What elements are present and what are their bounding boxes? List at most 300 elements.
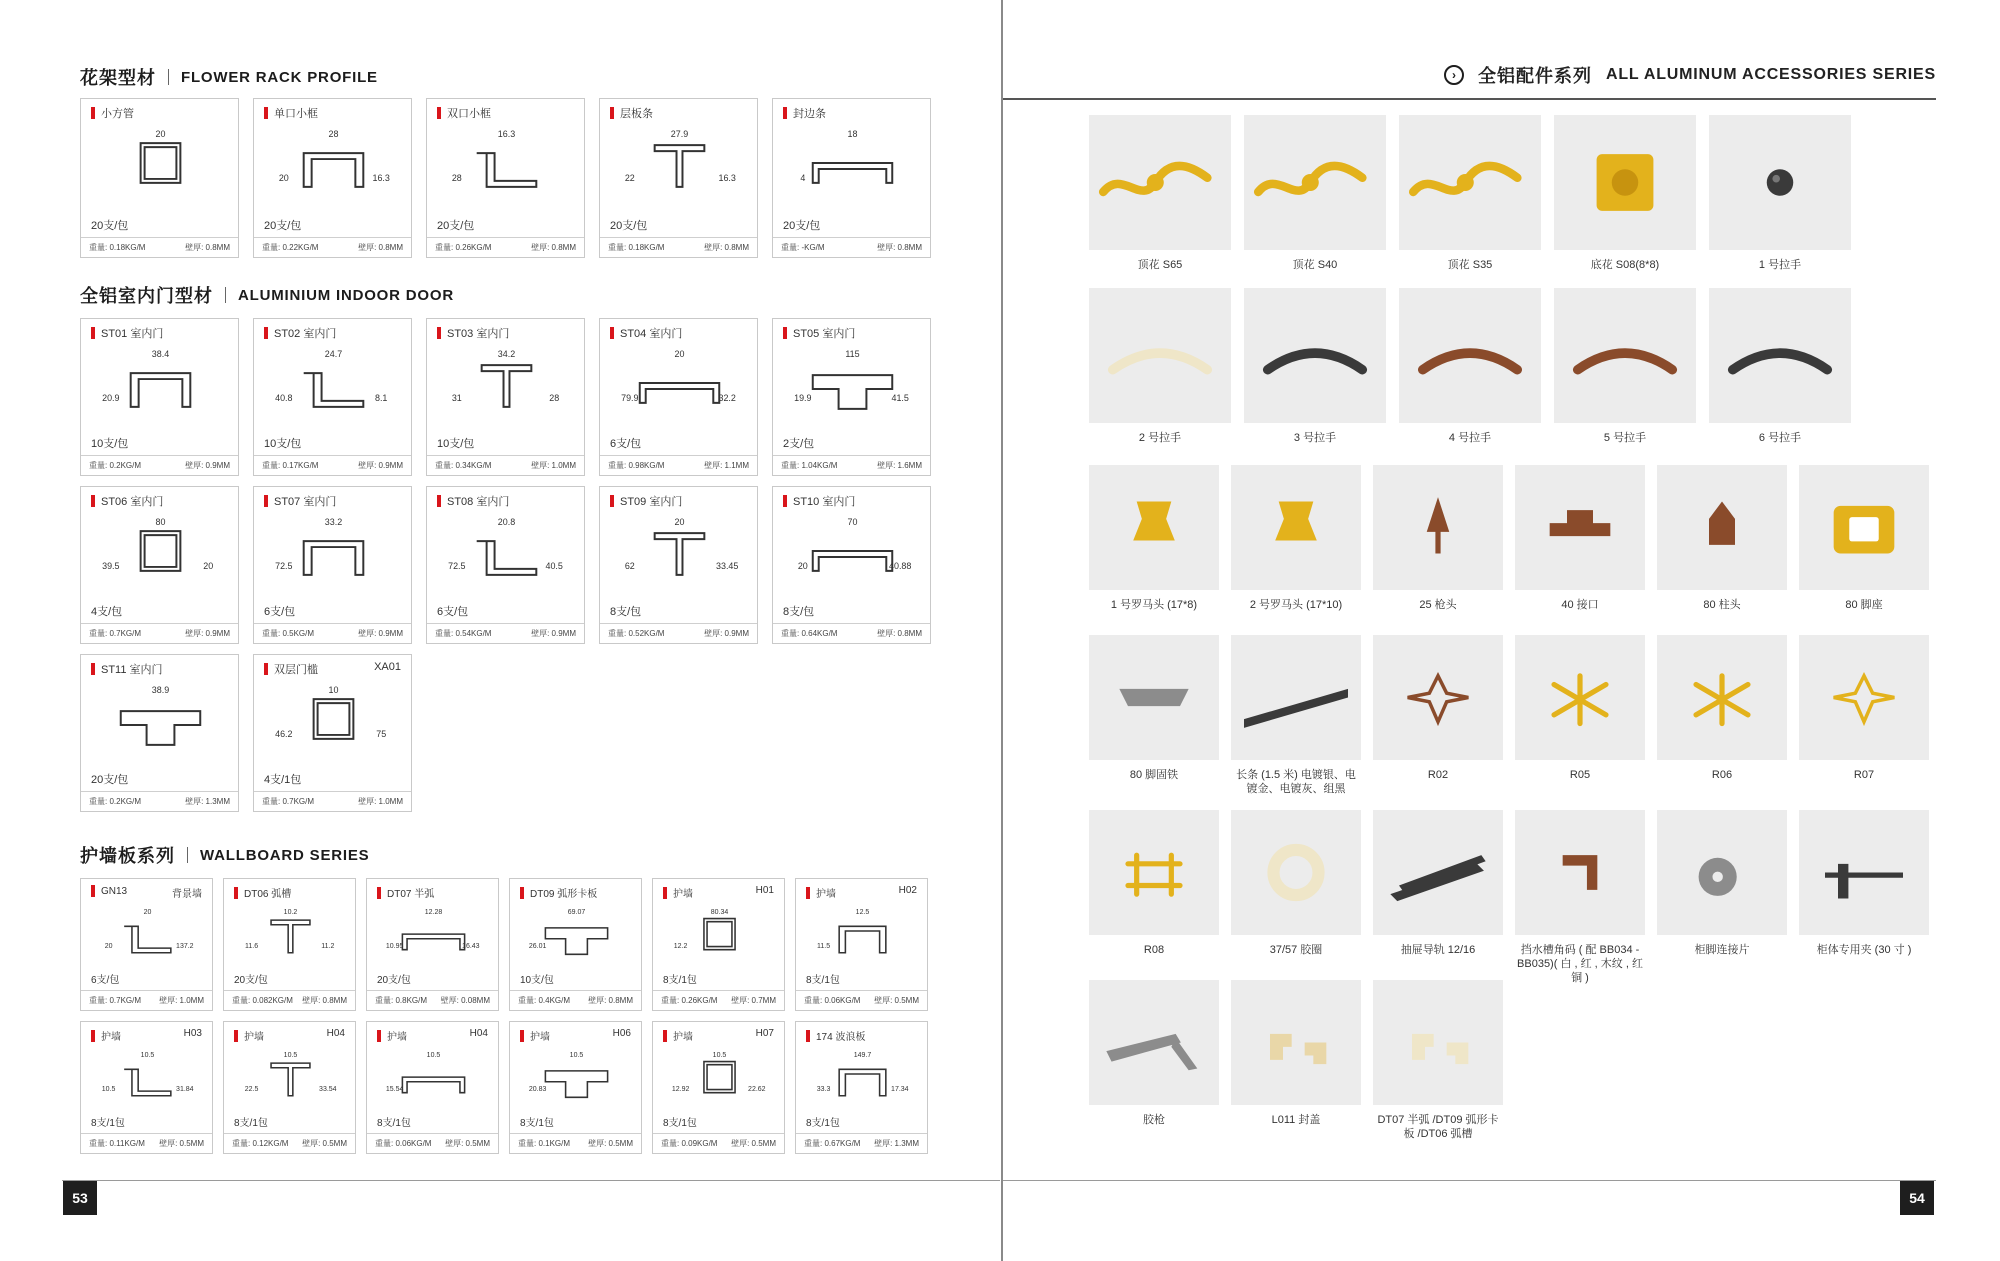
red-marker-icon [806, 887, 810, 899]
bracket-icon [1119, 689, 1188, 706]
accessory-photo [1231, 635, 1361, 760]
thickness-spec: 壁厚: 1.6MM [877, 461, 922, 470]
red-marker-icon [663, 887, 667, 899]
accessory-item [1373, 810, 1503, 957]
pack-quantity: 8支/包 [610, 606, 642, 618]
profile-drawing [81, 123, 239, 213]
profile-label [663, 1028, 693, 1043]
accessory-caption: DT07 半弧 /DT09 弧形卡板 /DT06 弧槽 [1377, 1114, 1499, 1140]
profile-card [253, 98, 412, 258]
profile-label [437, 105, 491, 121]
profile-section-shape [121, 711, 201, 745]
spec-row [773, 455, 930, 475]
dimension-label: 16.3 [497, 129, 516, 140]
dimension-label: 33.2 [324, 517, 343, 528]
bow-handle-icon [1423, 353, 1518, 370]
accessory-photo [1515, 465, 1645, 590]
thickness-spec: 壁厚: 0.8MM [185, 243, 230, 252]
red-marker-icon [234, 1030, 238, 1042]
red-marker-icon [91, 1030, 95, 1042]
accessory-caption: 80 柱头 [1703, 599, 1741, 611]
accessory-item [1089, 635, 1219, 782]
dimension-label: 17.34 [891, 1086, 909, 1094]
dimension-label: 10.95 [385, 943, 404, 951]
roman-column-head-icon [1275, 502, 1317, 541]
spec-row [653, 1133, 784, 1153]
pack-quantity: 6支/包 [91, 975, 120, 986]
profile-section-shape [545, 1071, 607, 1097]
dimension-label: 20 [674, 349, 685, 360]
profile-label [91, 661, 163, 677]
pack-quantity: 8支/1包 [663, 975, 697, 986]
profile-label [264, 105, 318, 121]
dimension-label: 39.5 [102, 560, 120, 571]
profile-label [783, 105, 826, 121]
red-marker-icon [91, 107, 95, 119]
thickness-spec: 壁厚: 0.5MM [445, 1139, 490, 1148]
profile-name: DT06 弧槽 [244, 889, 292, 900]
red-marker-icon [91, 495, 95, 507]
dimension-label: 72.5 [448, 560, 466, 571]
profile-drawing [367, 903, 499, 973]
flower-profile-grid [80, 98, 931, 258]
weight-spec: 重量: 0.98KG/M [608, 461, 665, 470]
profile-card [366, 1021, 499, 1154]
accessory-photo [1373, 980, 1503, 1105]
accessory-photo [1657, 635, 1787, 760]
spec-row [81, 990, 212, 1010]
profile-code: H04 [326, 1028, 345, 1039]
dimension-label: 70 [847, 517, 858, 528]
accessory-caption: 顶花 S40 [1292, 259, 1338, 271]
profile-card [652, 878, 785, 1011]
profile-code: H01 [755, 885, 774, 896]
dimension-label: 16.43 [462, 943, 480, 951]
pack-quantity: 20支/包 [783, 220, 821, 232]
profile-card [426, 318, 585, 476]
accessory-photo [1089, 465, 1219, 590]
pack-quantity: 10支/包 [91, 438, 129, 450]
profile-section-shape [402, 934, 464, 950]
red-marker-icon [783, 495, 787, 507]
foot-base-icon [1834, 506, 1895, 554]
star-ornament-icon [1408, 676, 1469, 722]
profile-code: H04 [469, 1028, 488, 1039]
title-separator [168, 69, 169, 85]
accessory-caption: 胶枪 [1143, 1114, 1165, 1126]
profile-name: 护墙 [101, 1032, 121, 1043]
dimension-label: 40.88 [889, 560, 912, 571]
red-marker-icon [806, 1030, 810, 1042]
profile-card [599, 98, 758, 258]
accessory-caption: 37/57 胶圈 [1269, 944, 1323, 956]
dimension-label: 62 [624, 560, 635, 571]
profile-label [806, 885, 836, 900]
profile-label [91, 493, 163, 509]
dimension-label: 79.9 [621, 392, 639, 403]
scroll-ornament-icon [1103, 166, 1207, 192]
accessory-photo [1089, 980, 1219, 1105]
pack-quantity: 20支/包 [610, 220, 648, 232]
accessory-item [1089, 465, 1219, 612]
thickness-spec: 壁厚: 0.8MM [302, 996, 347, 1005]
dimension-label: 16.3 [372, 172, 390, 183]
accessory-item [1373, 980, 1503, 1141]
red-marker-icon [437, 495, 441, 507]
accessory-caption: 80 脚座 [1845, 599, 1883, 611]
profile-name: ST05 室内门 [793, 328, 856, 340]
thickness-spec: 壁厚: 0.5MM [159, 1139, 204, 1148]
accessory-item [1657, 465, 1787, 612]
profile-card [80, 318, 239, 476]
red-marker-icon [91, 327, 95, 339]
accessory-item [1657, 810, 1787, 957]
weight-spec: 重量: 0.64KG/M [781, 629, 838, 638]
dimension-label: 12.5 [855, 908, 870, 916]
accessory-photo [1231, 810, 1361, 935]
accessory-photo [1399, 288, 1541, 423]
profile-section-shape [141, 531, 181, 571]
spec-row [427, 237, 584, 257]
profile-name: 护墙 [244, 1032, 264, 1043]
profile-card [223, 878, 356, 1011]
pack-quantity: 2支/包 [783, 438, 815, 450]
pack-quantity: 8支/1包 [377, 1118, 411, 1129]
accessory-item [1089, 288, 1231, 445]
profile-section-shape [304, 373, 364, 407]
profile-card [772, 98, 931, 258]
red-marker-icon [264, 327, 268, 339]
dimension-label: 31 [451, 392, 462, 403]
profile-card [599, 486, 758, 644]
accessory-item [1399, 288, 1541, 445]
profile-name: ST02 室内门 [274, 328, 337, 340]
pack-quantity: 20支/包 [91, 774, 129, 786]
profile-drawing [254, 679, 412, 769]
red-marker-icon [91, 885, 95, 897]
accessory-caption: 1 号拉手 [1758, 259, 1802, 271]
dimension-label: 40.5 [545, 560, 563, 571]
profile-card [80, 486, 239, 644]
accessory-item [1709, 115, 1851, 272]
dimension-label: 8.1 [374, 392, 388, 403]
profile-card [253, 318, 412, 476]
thickness-spec: 壁厚: 0.9MM [704, 629, 749, 638]
profile-drawing [653, 903, 785, 973]
accessory-item [1373, 635, 1503, 782]
profile-label [783, 325, 855, 341]
weight-spec: 重量: 0.18KG/M [89, 243, 146, 252]
spec-row [81, 237, 238, 257]
profile-drawing [367, 1046, 499, 1116]
spec-row [600, 623, 757, 643]
cross-ornament-icon [1696, 676, 1748, 724]
dimension-label: 19.9 [794, 392, 812, 403]
spec-row [81, 791, 238, 811]
wallboard-profile-grid [80, 878, 928, 1154]
pack-quantity: 4支/包 [91, 606, 123, 618]
accessories-title-en: ALL ALUMINUM ACCESSORIES SERIES [1605, 66, 1936, 83]
profile-name: DT09 弧形卡板 [530, 889, 598, 900]
red-marker-icon [264, 107, 268, 119]
profile-section-shape [839, 926, 886, 952]
profile-drawing [600, 511, 758, 601]
profile-name: 层板条 [620, 108, 653, 120]
bow-handle-icon [1733, 353, 1828, 370]
profile-drawing [796, 1046, 928, 1116]
accessory-caption: 80 脚固铁 [1129, 769, 1179, 781]
star-ornament-icon [1834, 676, 1895, 722]
accessory-item [1089, 115, 1231, 272]
pack-quantity: 8支/1包 [663, 1118, 697, 1129]
profile-name: ST08 室内门 [447, 496, 510, 508]
profile-name: DT07 半弧 [387, 889, 435, 900]
dimension-label: 149.7 [853, 1051, 872, 1059]
profile-label [91, 1028, 121, 1043]
profile-section-shape [813, 551, 893, 571]
weight-spec: 重量: 0.26KG/M [435, 243, 492, 252]
dimension-label: 12.28 [424, 908, 443, 916]
pack-quantity: 20支/包 [234, 975, 268, 986]
profile-name: 护墙 [816, 889, 836, 900]
profile-name: ST10 室内门 [793, 496, 856, 508]
weight-spec: 重量: 0.54KG/M [435, 629, 492, 638]
accessory-photo [1089, 115, 1231, 250]
accessory-photo [1089, 288, 1231, 423]
thickness-spec: 壁厚: 0.9MM [358, 461, 403, 470]
spec-row [773, 623, 930, 643]
profile-section-shape [477, 541, 537, 575]
profile-card [253, 486, 412, 644]
accessory-caption: R05 [1569, 769, 1591, 781]
dimension-label: 28 [328, 129, 339, 140]
weight-spec: 重量: 0.09KG/M [661, 1139, 718, 1148]
weight-spec: 重量: 1.04KG/M [781, 461, 838, 470]
red-marker-icon [264, 495, 268, 507]
dimension-label: 34.2 [497, 349, 516, 360]
dimension-label: 16.3 [718, 172, 736, 183]
red-marker-icon [610, 107, 614, 119]
dimension-label: 12.2 [673, 943, 688, 951]
profile-name: 护墙 [530, 1032, 550, 1043]
dimension-label: 24.7 [324, 349, 343, 360]
spec-row [81, 1133, 212, 1153]
pack-quantity: 8支/1包 [91, 1118, 125, 1129]
profile-name: ST04 室内门 [620, 328, 683, 340]
profile-section-shape [655, 145, 705, 187]
spec-row [81, 623, 238, 643]
red-marker-icon [663, 1030, 667, 1042]
dimension-label: 31.84 [176, 1086, 194, 1094]
accessory-item [1244, 115, 1386, 272]
grid-ornament-icon [1128, 855, 1180, 894]
weight-spec: 重量: 0.082KG/M [232, 996, 293, 1005]
profile-code: XA01 [374, 661, 401, 673]
accessory-item [1231, 980, 1361, 1127]
profile-section-shape [131, 373, 191, 407]
pack-quantity: 10支/包 [264, 438, 302, 450]
profile-label [663, 885, 693, 900]
dimension-label: 10.5 [426, 1051, 441, 1059]
accessory-photo [1373, 465, 1503, 590]
dimension-label: 28 [451, 172, 462, 183]
red-marker-icon [437, 327, 441, 339]
accessory-photo [1399, 115, 1541, 250]
accessory-item [1231, 465, 1361, 612]
profile-drawing [653, 1046, 785, 1116]
profile-section-shape [839, 1069, 886, 1095]
thickness-spec: 壁厚: 1.0MM [159, 996, 204, 1005]
profile-section-shape [640, 383, 720, 403]
flower-section-title [80, 64, 378, 90]
profile-drawing [81, 903, 213, 973]
profile-section-shape [655, 533, 705, 575]
profile-code: H06 [612, 1028, 631, 1039]
accessory-photo [1799, 465, 1929, 590]
profile-section-shape [304, 153, 364, 187]
profile-drawing [254, 511, 412, 601]
profile-section-shape [304, 541, 364, 575]
dimension-label: 20 [143, 908, 152, 916]
spec-row [254, 791, 411, 811]
accessory-caption: 2 号罗马头 (17*10) [1249, 599, 1343, 611]
dimension-label: 38.9 [151, 685, 170, 696]
accessory-item [1244, 288, 1386, 445]
profile-section-shape [271, 1063, 310, 1096]
profile-card [772, 486, 931, 644]
page-number: 53 [63, 1181, 97, 1215]
accessory-caption: 6 号拉手 [1758, 432, 1802, 444]
profile-name: 护墙 [387, 1032, 407, 1043]
weight-spec: 重量: 0.11KG/M [89, 1139, 145, 1148]
spec-row [254, 623, 411, 643]
profile-card [652, 1021, 785, 1154]
spec-row [600, 455, 757, 475]
profile-label [264, 493, 336, 509]
profile-label [264, 661, 318, 677]
thickness-spec: 壁厚: 0.7MM [731, 996, 776, 1005]
dimension-label: 33.45 [716, 560, 739, 571]
profile-drawing [773, 343, 931, 433]
pack-quantity: 4支/1包 [264, 774, 302, 786]
accessory-item [1089, 810, 1219, 957]
profile-section-shape [704, 919, 735, 950]
thickness-spec: 壁厚: 0.8MM [358, 243, 403, 252]
dimension-label: 22 [624, 172, 635, 183]
thickness-spec: 壁厚: 0.8MM [531, 243, 576, 252]
dimension-label: 10.5 [283, 1051, 298, 1059]
thickness-spec: 壁厚: 0.5MM [874, 996, 919, 1005]
accessory-caption: 顶花 S65 [1137, 259, 1183, 271]
cross-ornament-icon [1554, 676, 1606, 724]
dimension-label: 22.5 [244, 1086, 259, 1094]
profile-section-shape [402, 1077, 464, 1093]
pack-quantity: 20支/包 [264, 220, 302, 232]
spec-row [81, 455, 238, 475]
accessory-item [1373, 465, 1503, 612]
profile-name: 双口小框 [447, 108, 491, 120]
profile-label [377, 1028, 407, 1043]
pack-quantity: 8支/1包 [234, 1118, 268, 1129]
accessory-item [1399, 115, 1541, 272]
footer-rule [62, 1180, 1000, 1181]
profile-drawing [427, 123, 585, 213]
profile-label [377, 885, 434, 900]
profile-drawing [773, 123, 931, 213]
weight-spec: 重量: 0.2KG/M [89, 461, 142, 470]
connector-plate-icon [1699, 858, 1737, 896]
profile-drawing [224, 903, 356, 973]
section-title-en: WALLBOARD SERIES [200, 846, 370, 864]
profile-card [426, 98, 585, 258]
accessory-photo [1089, 635, 1219, 760]
weight-spec: 重量: 0.7KG/M [89, 996, 142, 1005]
red-marker-icon [520, 1030, 524, 1042]
dimension-label: 20.9 [102, 392, 120, 403]
accessory-caption: 40 接口 [1561, 599, 1599, 611]
profile-section-shape [545, 928, 607, 954]
pack-quantity: 20支/包 [437, 220, 475, 232]
scroll-ornament-icon [1258, 166, 1362, 192]
weight-spec: 重量: 0.7KG/M [262, 797, 315, 806]
pack-quantity: 10支/包 [437, 438, 475, 450]
dimension-label: 20 [155, 129, 166, 140]
profile-drawing [254, 343, 412, 433]
accessory-photo [1709, 288, 1851, 423]
right-page [1003, 0, 2000, 1261]
dimension-label: 20 [203, 560, 214, 571]
dimension-label: 46.2 [275, 728, 293, 739]
accessory-photo [1709, 115, 1851, 250]
weight-spec: 重量: 0.22KG/M [262, 243, 319, 252]
profile-label [91, 885, 127, 897]
pack-quantity: 8支/包 [783, 606, 815, 618]
profile-drawing [81, 343, 239, 433]
dimension-label: 11.2 [321, 943, 335, 951]
dimension-label: 80 [155, 517, 166, 528]
accessory-caption: 3 号拉手 [1293, 432, 1337, 444]
profile-card [795, 878, 928, 1011]
accessory-photo [1244, 288, 1386, 423]
weight-spec: 重量: 0.34KG/M [435, 461, 492, 470]
bow-handle-icon [1268, 353, 1363, 370]
dimension-label: 10.5 [569, 1051, 584, 1059]
profile-label [520, 1028, 550, 1043]
red-marker-icon [520, 887, 524, 899]
profile-label [91, 325, 163, 341]
weight-spec: 重量: 0.52KG/M [608, 629, 665, 638]
pack-quantity: 8支/1包 [520, 1118, 554, 1129]
dimension-label: 27.9 [670, 129, 689, 140]
profile-card [795, 1021, 928, 1154]
profile-name: ST09 室内门 [620, 496, 683, 508]
profile-drawing [81, 679, 239, 769]
profile-label [806, 1028, 865, 1043]
thickness-spec: 壁厚: 0.8MM [588, 996, 633, 1005]
dimension-label: 26.01 [528, 943, 547, 951]
accessory-caption: 2 号拉手 [1138, 432, 1182, 444]
accessory-photo [1657, 810, 1787, 935]
dimension-label: 18 [847, 129, 858, 140]
accessory-photo [1554, 288, 1696, 423]
profile-card [80, 654, 239, 812]
dimension-label: 38.4 [151, 349, 170, 360]
weight-spec: 重量: 0.06KG/M [804, 996, 861, 1005]
profile-name: 单口小框 [274, 108, 318, 120]
red-marker-icon [377, 887, 381, 899]
dimension-label: 72.5 [275, 560, 293, 571]
profile-card [599, 318, 758, 476]
